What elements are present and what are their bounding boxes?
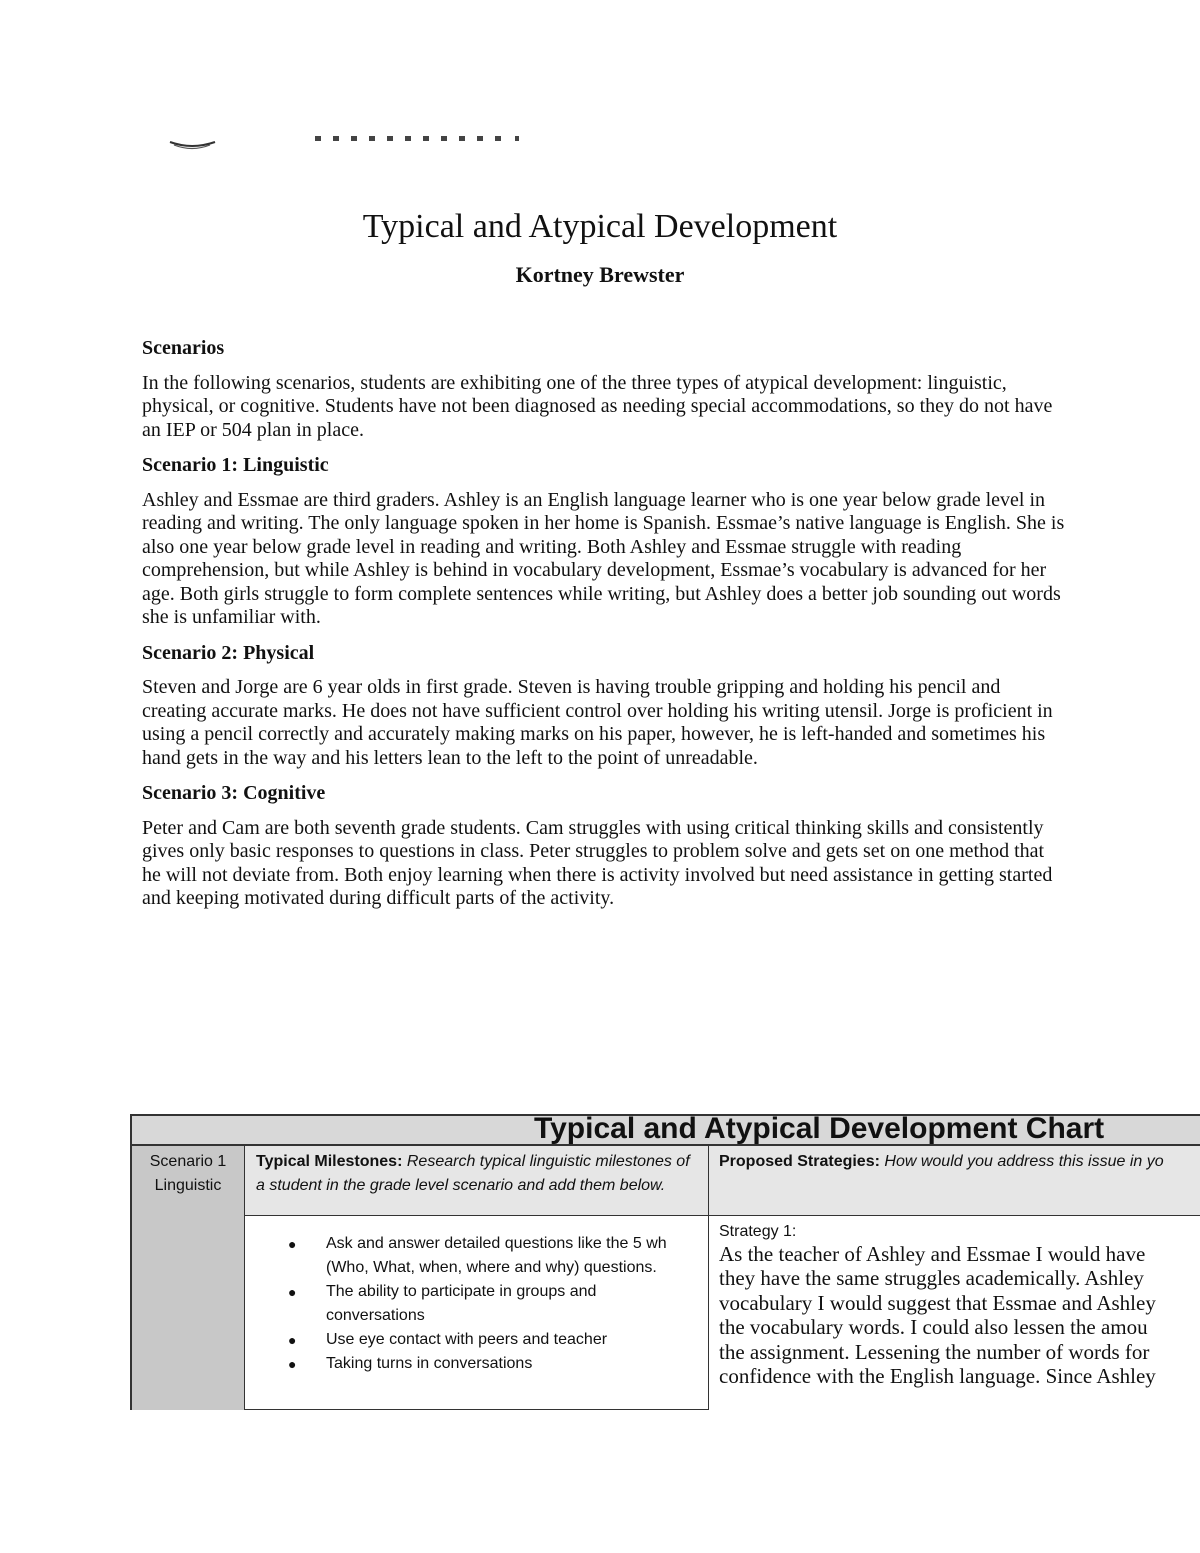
strategies-cell	[709, 1216, 1200, 1410]
university-logo-fragment	[160, 128, 540, 150]
list-item: ● The ability to participate in groups and conversations	[326, 1280, 696, 1328]
strategy-1-line: they have the same struggles academically. Ashley	[719, 1266, 1144, 1291]
author-name: Kortney Brewster	[515, 262, 685, 287]
proposed-strategies-label: Proposed Strategies:	[719, 1153, 880, 1170]
typical-milestones-prompt: Research typical linguistic milestones of a student in the grade level scenario and add them below.	[256, 1153, 690, 1194]
document-title: Typical and Atypical Development	[362, 208, 838, 245]
chart-title: Typical and Atypical Development Chart	[534, 1112, 1105, 1145]
strategy-1-line: confidence with the English language. Since Ashley	[719, 1364, 1156, 1389]
scenarios-intro: In the following scenarios, students are exhibiting one of the three types of atypical development: linguistic, physical, or cognitive. Students have not been diagnosed as needing special accommodations, so they do not have an IEP or 504 plan in place.	[142, 371, 1053, 441]
proposed-strategies-header	[709, 1146, 1200, 1216]
milestones-list	[245, 1232, 696, 1376]
scenario-type: Linguistic	[154, 1177, 222, 1194]
list-item: ● Use eye contact with peers and teacher	[326, 1328, 696, 1352]
strategy-1-line: the assignment. Lessening the number of words for	[719, 1339, 1150, 1364]
strategy-1-label: Strategy 1:	[719, 1223, 797, 1240]
bullet-icon: ●	[288, 1332, 297, 1348]
typical-milestones-label: Typical Milestones:	[256, 1153, 403, 1170]
milestones-cell	[245, 1216, 709, 1410]
typical-milestones-header	[245, 1146, 709, 1216]
list-item: ● Taking turns in conversations	[326, 1352, 696, 1376]
proposed-strategies-prompt: How would you address this issue in yo	[884, 1153, 1164, 1170]
scenario-number: Scenario 1	[149, 1153, 227, 1170]
scenario-label-cell	[130, 1146, 245, 1410]
scenario-2-text: Steven and Jorge are 6 year olds in first grade. Steven is having trouble gripping and holding his pencil and creating accurate marks. He does not have sufficient control over holding his writing utensil. Jorge is proficient in using a pencil correctly and accurately making marks on his paper, however, he is left-handed and sometimes his hand gets in the way and his letters lean to the left to the point of unreadable.	[142, 676, 1053, 769]
scenario-1-heading: Scenario 1: Linguistic	[142, 454, 329, 476]
bullet-icon: ●	[288, 1356, 297, 1372]
scenario-3-heading: Scenario 3: Cognitive	[142, 782, 326, 804]
scenario-2-heading: Scenario 2: Physical	[142, 641, 315, 664]
scenario-1-text: Ashley and Essmae are third graders. Ashley is an English language learner who is one year below grade level in reading and writing. The only language spoken in her home is Spanish. Essmae’s native language is English. She is also one year below grade level in reading and writing. Both Ashley and Essmae struggle with reading comprehension, but while Ashley is behind in vocabulary development, Essmae’s vocabulary is advanced for her age. Both girls struggle to form complete sentences while writing, but Ashley does a better job sounding out words she is unfamiliar with.	[142, 488, 1065, 628]
chart-title-row	[130, 1114, 1200, 1146]
bullet-icon: ●	[288, 1284, 297, 1300]
scenario-3-text: Peter and Cam are both seventh grade students. Cam struggles with using critical thinking skills and consistently gives only basic responses to questions in class. Peter struggles to problem solve and gets set on one method that he will not deviate from. Both enjoy learning when there is activity involved but need assistance in getting started and keeping motivated during difficult parts of the activity.	[142, 816, 1053, 909]
development-chart-table	[130, 1114, 1200, 1410]
list-item: ● Ask and answer detailed questions like the 5 wh (Who, What, when, where and why) questions.	[326, 1232, 696, 1280]
document-body	[142, 337, 1067, 923]
bullet-icon: ●	[288, 1236, 297, 1252]
strategy-1-line: vocabulary I would suggest that Essmae and Ashley	[719, 1290, 1156, 1315]
strategy-1-line: As the teacher of Ashley and Essmae I would have	[719, 1242, 1146, 1266]
strategy-1-line: the vocabulary words. I could also lessen the amou	[719, 1315, 1148, 1340]
scenarios-heading: Scenarios	[142, 337, 225, 359]
